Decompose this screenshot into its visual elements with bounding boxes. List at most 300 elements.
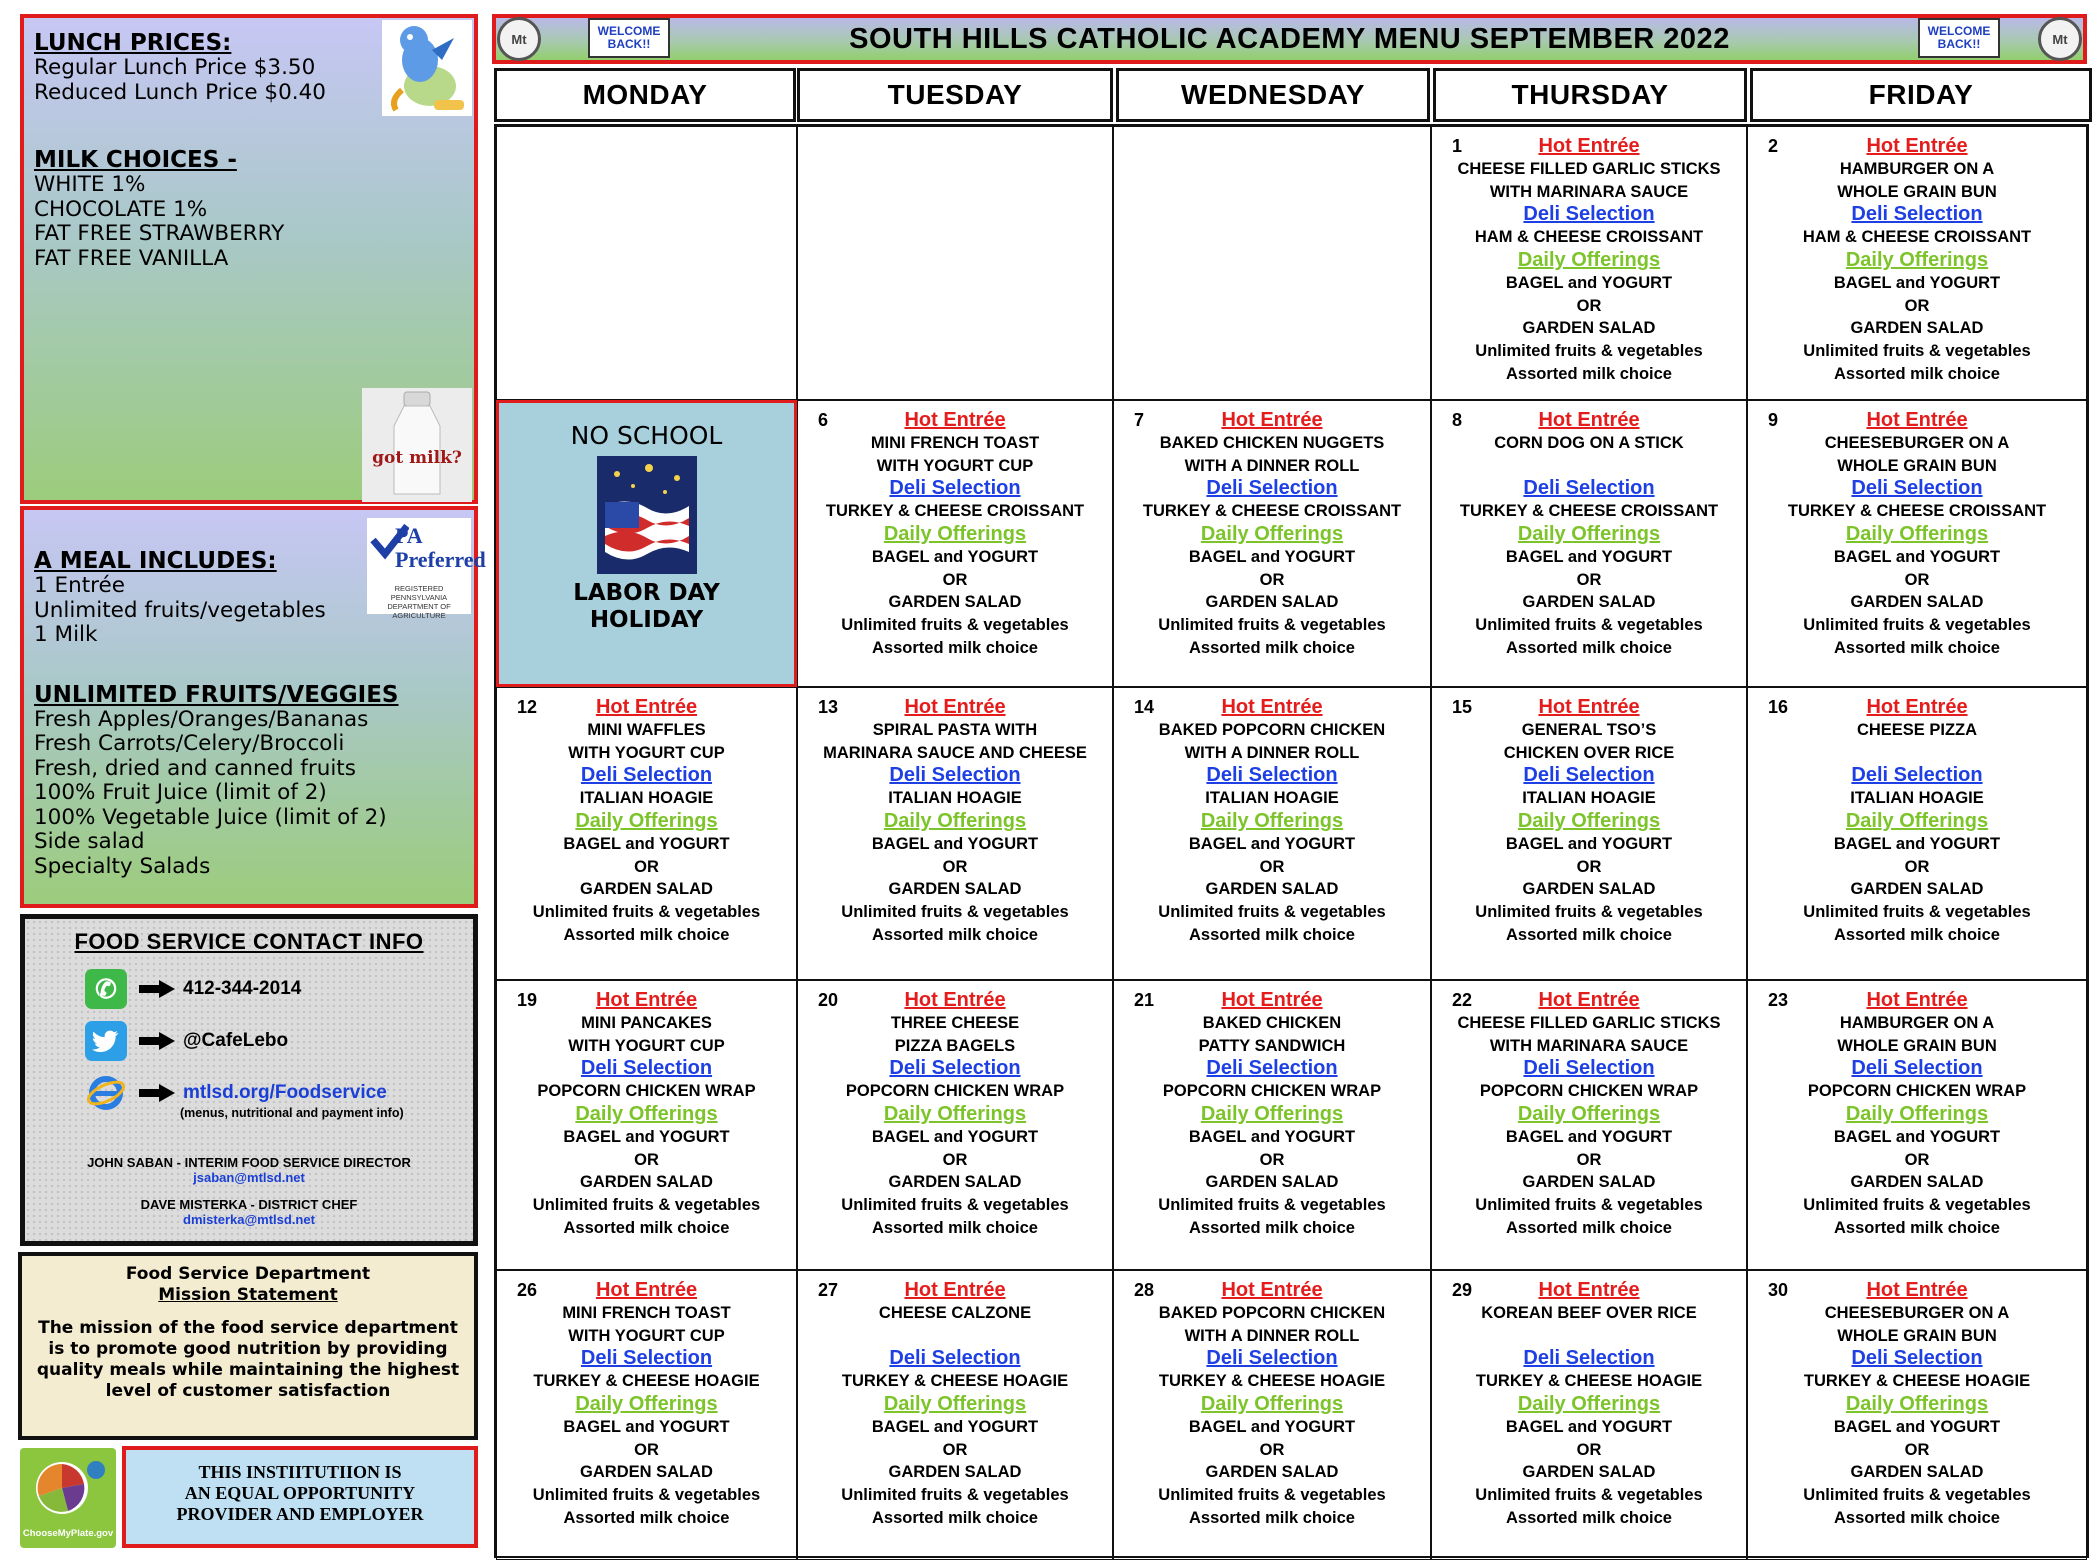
daily-item: GARDEN SALAD [1850,880,1984,899]
arrow-right-icon [139,1084,175,1102]
daily-offerings-label: Daily Offerings [1517,1102,1661,1125]
daily-offerings-label: Daily Offerings [1845,1102,1989,1125]
meal-item: Unlimited fruits/vegetables [34,597,326,623]
hot-entree-label: Hot Entrée [1538,989,1640,1011]
daily-item: GARDEN SALAD [888,1463,1022,1482]
hot-entree-item: MINI WAFFLES [587,720,706,739]
veggie-item: Side salad [34,829,145,854]
daily-offerings-label: Daily Offerings [575,1392,718,1415]
day-header-thursday: THURSDAY [1433,68,1747,122]
hot-entree-item: WITH A DINNER ROLL [1184,743,1360,762]
day-header-friday: FRIDAY [1750,68,2092,122]
hot-entree-label: Hot Entrée [1866,1279,1968,1301]
daily-item: Unlimited fruits & vegetables [532,903,761,922]
deli-selection-label: Deli Selection [580,764,713,787]
arrow-right-icon [139,980,175,998]
daily-item: BAGEL and YOGURT [1833,1127,2001,1146]
daily-item: Assorted milk choice [1189,638,1355,657]
equal-line: PROVIDER AND EMPLOYER [176,1504,424,1524]
deli-selection-label: Deli Selection [1851,477,1983,500]
hot-entree-item: MINI PANCAKES [581,1013,712,1032]
menu-calendar-grid [494,124,2089,1558]
empty-day-cell [496,126,797,400]
equal-line: THIS INSTIITUTIION IS [198,1462,402,1482]
milk-bottle-image [362,388,472,502]
daily-item: Unlimited fruits & vegetables [1475,1196,1703,1215]
hot-entree-label: Hot Entrée [1221,989,1323,1011]
daily-item: OR [634,1150,659,1169]
hot-entree-item: KOREAN BEEF OVER RICE [1481,1303,1697,1322]
contact-panel [20,914,478,1246]
daily-item: Assorted milk choice [872,1218,1038,1237]
dragon-mascot-icon [382,20,472,116]
daily-item: Assorted milk choice [563,925,730,944]
daily-item: BAGEL and YOGURT [871,834,1039,853]
daily-item: GARDEN SALAD [1205,1463,1339,1482]
menu-day-cell [496,980,797,1270]
daily-item: BAGEL and YOGURT [1505,1417,1673,1436]
day-number: 7 [1134,410,1145,430]
menu-day-cell [1113,687,1431,980]
daily-item: OR [1259,1150,1285,1169]
day-number: 29 [1452,1280,1473,1300]
deli-item: TURKEY & CHEESE HOAGIE [1158,1372,1386,1391]
daily-item: BAGEL and YOGURT [1833,1417,2001,1436]
deli-selection-label: Deli Selection [889,1347,1021,1370]
daily-item: BAGEL and YOGURT [1505,834,1673,853]
deli-item: TURKEY & CHEESE HOAGIE [1475,1372,1703,1391]
deli-selection-label: Deli Selection [1206,1057,1338,1080]
website-note: (menus, nutritional and payment info) [180,1106,404,1120]
day-number: 12 [517,697,538,717]
school-seal-icon: Mt [497,17,541,61]
daily-offerings-label: Daily Offerings [575,809,718,832]
daily-offerings-label: Daily Offerings [1200,1102,1344,1125]
hot-entree-item: BAKED POPCORN CHICKEN [1158,720,1386,739]
daily-item: Unlimited fruits & vegetables [532,1486,761,1505]
hot-entree-label: Hot Entrée [1538,696,1640,718]
deli-selection-label: Deli Selection [1851,203,1983,226]
meal-item: 1 Milk [34,622,98,647]
hot-entree-item: CHEESE FILLED GARLIC STICKS [1457,159,1721,178]
daily-item: Unlimited fruits & vegetables [841,1196,1069,1215]
daily-item: Unlimited fruits & vegetables [841,616,1069,635]
daily-item: OR [1576,570,1602,589]
daily-item: Unlimited fruits & vegetables [1158,1196,1386,1215]
milk-heading: MILK CHOICES - [34,147,237,173]
contact-title: FOOD SERVICE CONTACT INFO [74,929,424,954]
menu-day-cell [1431,687,1747,980]
veggies-heading: UNLIMITED FRUITS/VEGGIES [34,681,399,708]
pa-preferred-subtext: REGISTERED PENNSYLVANIA DEPARTMENT OF AGRICULTURE [387,584,451,620]
hot-entree-item: CHEESE FILLED GARLIC STICKS [1457,1013,1721,1032]
menu-day-cell [797,400,1113,687]
deli-selection-label: Deli Selection [1206,477,1338,500]
day-number: 26 [517,1280,538,1300]
spacer [1748,742,2086,765]
deli-selection-label: Deli Selection [1851,764,1983,787]
daily-item: OR [1576,857,1602,876]
welcome-back-badge: WELCOME BACK!! [588,18,670,58]
veggie-item: Fresh, dried and canned fruits [34,755,356,781]
milk-item: FAT FREE STRAWBERRY [34,221,285,246]
hot-entree-item: MARINARA SAUCE AND CHEESE [823,743,1087,762]
empty-day-cell [797,126,1113,400]
arrow-right-icon [139,1032,175,1050]
daily-item: Assorted milk choice [1189,1508,1355,1527]
hot-entree-label: Hot Entrée [1538,135,1640,157]
veggie-item: Fresh Apples/Oranges/Bananas [34,706,369,732]
deli-selection-label: Deli Selection [889,1057,1021,1080]
daily-item: Assorted milk choice [563,1508,730,1527]
daily-item: GARDEN SALAD [580,1463,713,1482]
menu-day-cell [1431,980,1747,1270]
day-number: 16 [1768,697,1789,717]
deli-item: ITALIAN HOAGIE [1205,789,1339,808]
hot-entree-label: Hot Entrée [1866,989,1968,1011]
deli-selection-label: Deli Selection [1206,1347,1338,1370]
pa-preferred-logo [367,518,486,620]
hot-entree-label: Hot Entrée [904,696,1006,718]
welcome-back-badge: WELCOME BACK!! [1918,18,2000,58]
deli-selection-label: Deli Selection [1523,764,1655,787]
daily-item: Unlimited fruits & vegetables [1475,1486,1703,1505]
hot-entree-item: HAMBURGER ON A [1839,159,1995,178]
deli-item: TURKEY & CHEESE CROISSANT [825,502,1085,521]
daily-item: Assorted milk choice [1506,364,1672,383]
mission-subtitle: Mission Statement [158,1285,338,1305]
hot-entree-item: HAMBURGER ON A [1839,1013,1995,1032]
menu-header [492,14,2087,64]
mission-title: Food Service Department [125,1264,371,1284]
lunch-milk-panel [20,14,478,504]
milk-item: WHITE 1% [34,172,146,197]
regular-price: Regular Lunch Price $3.50 [34,55,316,80]
myplate-text: ChooseMyPlate.gov [22,1528,114,1539]
deli-item: POPCORN CHICKEN WRAP [845,1082,1065,1101]
daily-offerings-label: Daily Offerings [1845,522,1989,545]
browser-icon [85,1073,127,1113]
menu-day-cell [496,687,797,980]
pa-preferred-text: PA Preferred [395,523,486,572]
daily-item: Assorted milk choice [1506,1508,1672,1527]
daily-item: GARDEN SALAD [1205,1173,1339,1192]
deli-selection-label: Deli Selection [580,1347,713,1370]
hot-entree-item: BAKED CHICKEN [1202,1013,1342,1032]
contact-twitter-row [85,1021,288,1061]
hot-entree-label: Hot Entrée [904,409,1006,431]
daily-item: Unlimited fruits & vegetables [1803,616,2031,635]
daily-offerings-label: Daily Offerings [1517,522,1661,545]
hot-entree-item: PIZZA BAGELS [894,1036,1016,1055]
daily-item: GARDEN SALAD [888,880,1022,899]
chef-name: DAVE MISTERKA - DISTRICT CHEF [140,1197,358,1212]
daily-item: BAGEL and YOGURT [1505,547,1673,566]
daily-offerings-label: Daily Offerings [1200,809,1344,832]
myplate-logo [20,1448,116,1548]
deli-selection-label: Deli Selection [580,1057,713,1080]
hot-entree-label: Hot Entrée [1221,696,1323,718]
daily-item: BAGEL and YOGURT [1188,1417,1356,1436]
deli-item: TURKEY & CHEESE HOAGIE [1803,1372,2031,1391]
daily-item: OR [1904,296,1930,315]
daily-item: OR [634,857,659,876]
day-number: 14 [1134,697,1155,717]
hot-entree-label: Hot Entrée [1538,409,1640,431]
menu-day-cell [1747,1270,2087,1560]
day-number: 15 [1452,697,1473,717]
daily-item: Assorted milk choice [1506,925,1672,944]
deli-selection-label: Deli Selection [1206,764,1338,787]
veggies-section [34,682,464,880]
hot-entree-item: CORN DOG ON A STICK [1494,433,1684,452]
hot-entree-item: WITH A DINNER ROLL [1184,1326,1360,1345]
day-number: 8 [1452,410,1463,430]
daily-item: Assorted milk choice [1834,925,2000,944]
hot-entree-label: Hot Entrée [904,989,1006,1011]
milk-item: CHOCOLATE 1% [34,196,208,222]
school-seal-icon: Mt [2038,17,2082,61]
hot-entree-item: SPIRAL PASTA WITH [872,720,1038,739]
daily-item: GARDEN SALAD [1205,593,1339,612]
menu-day-cell [496,1270,797,1560]
daily-item: GARDEN SALAD [580,1173,713,1192]
menu-title: SOUTH HILLS CATHOLIC ACADEMY MENU SEPTEMBER 2022 [849,22,1730,55]
daily-item: OR [634,1440,659,1459]
day-number: 27 [818,1280,839,1300]
daily-item: BAGEL and YOGURT [1188,834,1356,853]
hot-entree-item: CHEESEBURGER ON A [1824,1303,2010,1322]
menu-day-cell [1431,1270,1747,1560]
daily-item: BAGEL and YOGURT [871,1127,1039,1146]
hot-entree-label: Hot Entrée [595,696,698,718]
menu-day-cell [797,980,1113,1270]
daily-item: OR [1904,570,1930,589]
daily-offerings-label: Daily Offerings [883,1102,1027,1125]
daily-item: OR [1576,296,1602,315]
chef-email[interactable]: dmisterka@mtlsd.net [183,1212,315,1227]
menu-day-cell [1431,400,1747,687]
day-header-monday: MONDAY [494,68,796,122]
phone-icon: ✆ [85,969,127,1009]
daily-item: GARDEN SALAD [1522,880,1656,899]
daily-item: BAGEL and YOGURT [1505,1127,1673,1146]
hot-entree-item: WITH YOGURT CUP [568,1036,725,1055]
daily-item: OR [1259,570,1285,589]
got-milk-text: got milk? [372,448,462,468]
milk-section [34,147,464,271]
daily-item: Assorted milk choice [1834,364,2000,383]
daily-item: OR [1259,857,1285,876]
daily-offerings-label: Daily Offerings [1517,248,1661,271]
daily-item: Assorted milk choice [1189,925,1355,944]
daily-offerings-label: Daily Offerings [883,1392,1027,1415]
mission-panel [18,1252,478,1440]
daily-offerings-label: Daily Offerings [1517,1392,1661,1415]
daily-item: Assorted milk choice [1506,1218,1672,1237]
hot-entree-item: THREE CHEESE [890,1013,1020,1032]
meal-heading: A MEAL INCLUDES: [34,548,277,574]
daily-item: Unlimited fruits & vegetables [1803,1486,2031,1505]
hot-entree-item: WITH YOGURT CUP [568,743,725,762]
deli-item: POPCORN CHICKEN WRAP [1162,1082,1382,1101]
daily-item: GARDEN SALAD [1522,319,1656,338]
veggie-item: Specialty Salads [34,853,211,879]
hot-entree-item: BAKED CHICKEN NUGGETS [1159,433,1385,452]
daily-offerings-label: Daily Offerings [1200,522,1344,545]
deli-selection-label: Deli Selection [889,764,1021,787]
hot-entree-item: GENERAL TSO’S [1521,720,1657,739]
day-number: 1 [1452,136,1463,156]
daily-item: OR [1576,1150,1602,1169]
daily-item: OR [1904,1440,1930,1459]
deli-selection-label: Deli Selection [1523,1057,1655,1080]
daily-item: Unlimited fruits & vegetables [1803,903,2031,922]
daily-item: GARDEN SALAD [580,880,713,899]
daily-item: BAGEL and YOGURT [1188,1127,1356,1146]
hot-entree-item: WITH YOGURT CUP [568,1326,725,1345]
deli-item: ITALIAN HOAGIE [1522,789,1656,808]
daily-item: Assorted milk choice [1834,638,2000,657]
menu-day-cell [1113,400,1431,687]
menu-day-cell [797,687,1113,980]
daily-offerings-label: Daily Offerings [1200,1392,1344,1415]
daily-item: GARDEN SALAD [1522,1173,1656,1192]
daily-item: OR [1576,1440,1602,1459]
hot-entree-label: Hot Entrée [1866,696,1968,718]
daily-offerings-label: Daily Offerings [1845,1392,1989,1415]
daily-item: Unlimited fruits & vegetables [1158,1486,1386,1505]
menu-day-cell [1431,126,1747,400]
lunch-prices-heading: LUNCH PRICES: [34,30,232,56]
deli-item: TURKEY & CHEESE CROISSANT [1787,502,2047,521]
daily-item: BAGEL and YOGURT [563,1127,730,1146]
daily-offerings-label: Daily Offerings [883,522,1027,545]
daily-item: Unlimited fruits & vegetables [1158,903,1386,922]
website-link[interactable]: mtlsd.org/Foodservice [183,1082,387,1103]
hot-entree-item: MINI FRENCH TOAST [870,433,1040,452]
veggie-item: 100% Vegetable Juice (limit of 2) [34,804,387,830]
hot-entree-item: CHEESEBURGER ON A [1824,433,2010,452]
hot-entree-item: WITH MARINARA SAUCE [1489,182,1689,201]
reduced-price: Reduced Lunch Price $0.40 [34,79,326,105]
daily-item: OR [942,857,968,876]
daily-item: GARDEN SALAD [888,593,1022,612]
day-number: 21 [1134,990,1155,1010]
menu-day-cell [1747,980,2087,1270]
phone-number[interactable]: 412-344-2014 [183,978,302,999]
hot-entree-label: Hot Entrée [1221,409,1323,431]
daily-item: OR [942,1150,968,1169]
daily-item: GARDEN SALAD [1522,593,1656,612]
daily-item: Assorted milk choice [1506,638,1672,657]
daily-item: OR [1904,1150,1930,1169]
daily-item: GARDEN SALAD [1850,1173,1984,1192]
menu-day-cell [1747,400,2087,687]
deli-item: TURKEY & CHEESE CROISSANT [1459,502,1719,521]
deli-selection-label: Deli Selection [1523,1347,1655,1370]
day-number: 20 [818,990,839,1010]
daily-item: Assorted milk choice [1834,1508,2000,1527]
daily-item: GARDEN SALAD [1850,593,1984,612]
daily-offerings-label: Daily Offerings [1517,809,1661,832]
twitter-handle[interactable]: @CafeLebo [183,1030,289,1051]
director-email[interactable]: jsaban@mtlsd.net [193,1170,305,1185]
hot-entree-label: Hot Entrée [595,1279,698,1301]
deli-selection-label: Deli Selection [1523,477,1655,500]
deli-item: HAM & CHEESE CROISSANT [1474,228,1704,247]
spacer [1432,455,1746,478]
daily-item: Assorted milk choice [1834,1218,2000,1237]
hot-entree-item: WITH YOGURT CUP [876,456,1034,475]
day-number: 30 [1768,1280,1789,1300]
deli-item: TURKEY & CHEESE CROISSANT [1142,502,1402,521]
day-number: 13 [818,697,839,717]
daily-item: BAGEL and YOGURT [1505,273,1673,292]
daily-item: Unlimited fruits & vegetables [841,1486,1069,1505]
daily-item: Assorted milk choice [872,638,1038,657]
daily-item: BAGEL and YOGURT [1833,273,2001,292]
day-number: 22 [1452,990,1473,1010]
daily-item: Unlimited fruits & vegetables [1475,342,1703,361]
hot-entree-item: BAKED POPCORN CHICKEN [1158,1303,1386,1322]
daily-offerings-label: Daily Offerings [1845,248,1989,271]
daily-item: BAGEL and YOGURT [871,547,1039,566]
menu-day-cell [1747,687,2087,980]
hot-entree-item: WITH MARINARA SAUCE [1489,1036,1689,1055]
daily-item: BAGEL and YOGURT [871,1417,1039,1436]
daily-item: Unlimited fruits & vegetables [1803,342,2031,361]
daily-item: OR [1904,857,1930,876]
deli-item: POPCORN CHICKEN WRAP [1807,1082,2027,1101]
daily-item: OR [942,1440,968,1459]
day-number: 6 [818,410,829,430]
day-header-wednesday: WEDNESDAY [1116,68,1430,122]
daily-item: Assorted milk choice [872,925,1038,944]
daily-item: Unlimited fruits & vegetables [841,903,1069,922]
hot-entree-item: CHEESE PIZZA [1856,720,1978,739]
daily-offerings-label: Daily Offerings [1845,809,1989,832]
empty-day-cell [1113,126,1431,400]
spacer [1432,1325,1746,1348]
mission-body: The mission of the food service department is to promote good nutrition by providing quality meals while maintaining the highest level of customer satisfaction [36,1318,460,1401]
daily-item: GARDEN SALAD [1850,1463,1984,1482]
hot-entree-item: CHICKEN OVER RICE [1503,743,1675,762]
day-number: 9 [1768,410,1779,430]
hot-entree-item: WHOLE GRAIN BUN [1837,456,1997,475]
hot-entree-item: WITH A DINNER ROLL [1184,456,1360,475]
day-number: 2 [1768,136,1779,156]
contact-phone-row [85,969,301,1009]
daily-item: BAGEL and YOGURT [1833,547,2001,566]
daily-item: Assorted milk choice [872,1508,1038,1527]
labor-day-flag-icon [597,456,697,574]
daily-item: Unlimited fruits & vegetables [1158,616,1386,635]
daily-item: BAGEL and YOGURT [1188,547,1356,566]
daily-item: GARDEN SALAD [888,1173,1022,1192]
hot-entree-label: Hot Entrée [1866,409,1968,431]
day-number: 23 [1768,990,1789,1010]
daily-item: BAGEL and YOGURT [1833,834,2001,853]
daily-item: GARDEN SALAD [1205,880,1339,899]
hot-entree-item: WHOLE GRAIN BUN [1837,1326,1997,1345]
deli-item: ITALIAN HOAGIE [579,789,714,808]
hot-entree-label: Hot Entrée [904,1279,1006,1301]
deli-selection-label: Deli Selection [1523,203,1655,226]
daily-item: Unlimited fruits & vegetables [1475,903,1703,922]
daily-offerings-label: Daily Offerings [575,1102,718,1125]
deli-item: TURKEY & CHEESE HOAGIE [533,1372,760,1391]
